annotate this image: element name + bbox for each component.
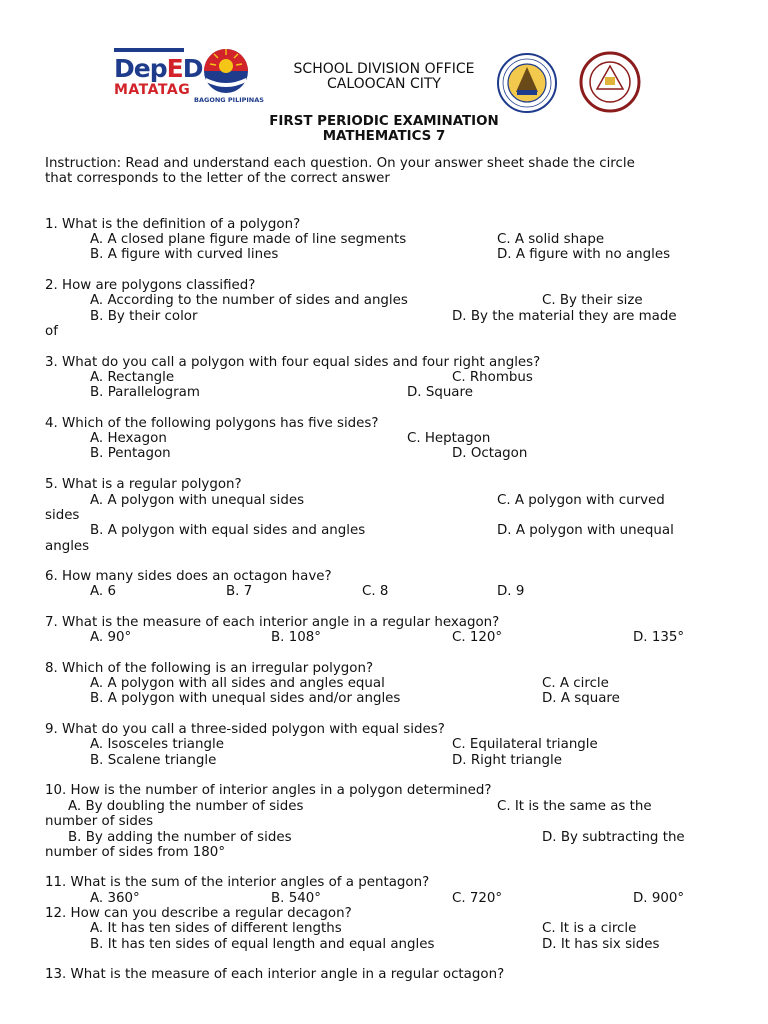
q8-option-d: D. A square [542,691,620,706]
q9-option-b: B. Scalene triangle [90,753,217,768]
q10-option-c: C. It is the same as the [497,799,652,814]
q8-option-c: C. A circle [542,676,609,691]
q11-option-b: B. 540° [271,891,321,906]
question-2: 2. How are polygons classified? [45,278,256,293]
q8-option-b: B. A polygon with unequal sides and/or angles [90,691,401,706]
question-3: 3. What do you call a polygon with four equal sides and four right angles? [45,355,541,370]
q10-option-c-wrap: number of sides [45,814,154,829]
q4-option-b: B. Pentagon [90,446,171,461]
q11-option-c: C. 720° [452,891,503,906]
sdo-seal-icon [490,52,564,114]
q2-option-d-wrap: of [45,324,58,339]
q8-option-a: A. A polygon with all sides and angles equal [90,676,385,691]
school-seal [575,51,645,113]
q2-option-c: C. By their size [542,293,643,308]
q1-option-a: A. A closed plane figure made of line segments [90,232,407,247]
q12-option-d: D. It has six sides [542,937,660,952]
question-11: 11. What is the sum of the interior angles of a pentagon? [45,875,430,890]
q3-option-b: B. Parallelogram [90,385,200,400]
bagong-pilipinas-label: BAGONG PILIPINAS [194,96,264,104]
school-seal-icon [575,51,645,113]
instruction-line-2: that corresponds to the letter of the correct answer [45,171,390,186]
question-8: 8. Which of the following is an irregular polygon? [45,661,374,676]
q10-option-d-wrap: number of sides from 180° [45,845,226,860]
question-4: 4. Which of the following polygons has five sides? [45,416,379,431]
q7-option-a: A. 90° [90,630,132,645]
q4-option-c: C. Heptagon [407,431,491,446]
q9-option-a: A. Isosceles triangle [90,737,224,752]
q7-option-d: D. 135° [633,630,685,645]
question-1: 1. What is the definition of a polygon? [45,217,301,232]
exam-subject: MATHEMATICS 7 [322,129,446,144]
q1-option-c: C. A solid shape [497,232,605,247]
q10-option-b: B. By adding the number of sides [68,830,292,845]
q12-option-a: A. It has ten sides of different lengths [90,921,342,936]
q1-option-b: B. A figure with curved lines [90,247,279,262]
q3-option-a: A. Rectangle [90,370,175,385]
matatag-logo-text: MATATAG [114,82,191,98]
q2-option-b: B. By their color [90,309,198,324]
question-7: 7. What is the measure of each interior angle in a regular hexagon? [45,615,500,630]
question-5: 5. What is a regular polygon? [45,477,242,492]
q4-option-d: D. Octagon [452,446,528,461]
office-line-2: CALOOCAN CITY [327,76,441,92]
q12-option-c: C. It is a circle [542,921,637,936]
q6-option-d: D. 9 [497,584,525,599]
q11-option-d: D. 900° [633,891,685,906]
exam-title: FIRST PERIODIC EXAMINATION [269,114,499,129]
question-13: 13. What is the measure of each interior angle in a regular octagon? [45,967,505,982]
deped-logo-text: DepED [114,54,203,83]
q5-option-b: B. A polygon with equal sides and angles [90,523,366,538]
deped-logo-bar [114,48,184,52]
q5-option-c: C. A polygon with curved [497,493,665,508]
q7-option-c: C. 120° [452,630,503,645]
q5-option-c-wrap: sides [45,508,80,523]
q11-option-a: A. 360° [90,891,140,906]
q3-option-d: D. Square [407,385,473,400]
q5-option-a: A. A polygon with unequal sides [90,493,305,508]
q6-option-c: C. 8 [362,584,389,599]
instruction-line-1: Instruction: Read and understand each question. On your answer sheet shade the circle [45,156,635,171]
q9-option-c: C. Equilateral triangle [452,737,598,752]
question-12: 12. How can you describe a regular decagon? [45,906,352,921]
q2-option-a: A. According to the number of sides and angles [90,293,408,308]
q6-option-a: A. 6 [90,584,116,599]
q12-option-b: B. It has ten sides of equal length and equal angles [90,937,435,952]
sdo-caloocan-seal [490,52,564,112]
q4-option-a: A. Hexagon [90,431,167,446]
q3-option-c: C. Rhombus [452,370,533,385]
question-10: 10. How is the number of interior angles in a polygon determined? [45,783,492,798]
q6-option-b: B. 7 [226,584,253,599]
question-6: 6. How many sides does an octagon have? [45,569,332,584]
q10-option-d: D. By subtracting the [542,830,685,845]
q5-option-d-wrap: angles [45,539,90,554]
q7-option-b: B. 108° [271,630,321,645]
q10-option-a: A. By doubling the number of sides [68,799,304,814]
q5-option-d: D. A polygon with unequal [497,523,674,538]
office-line-1: SCHOOL DIVISION OFFICE [293,61,475,77]
q9-option-d: D. Right triangle [452,753,562,768]
question-9: 9. What do you call a three-sided polygon with equal sides? [45,722,445,737]
q1-option-d: D. A figure with no angles [497,247,671,262]
q2-option-d: D. By the material they are made [452,309,677,324]
